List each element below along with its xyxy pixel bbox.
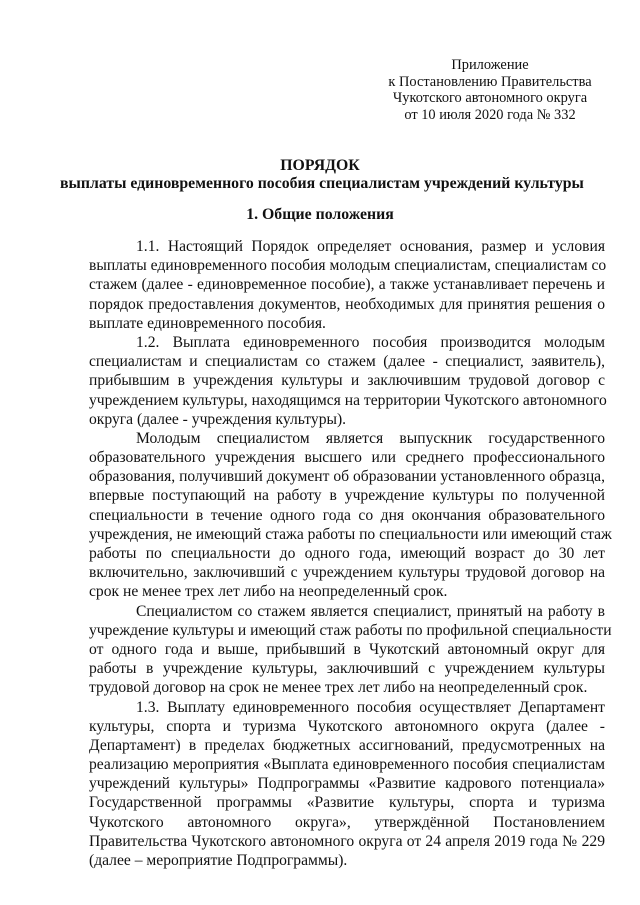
text-line: образовательного учреждения высшего или среднего профессионального bbox=[89, 449, 605, 467]
text-line: Чукотского автономного округа», утверждённой Постановлением bbox=[89, 813, 605, 831]
text-line: 1.2. Выплата единовременного пособия производится молодым bbox=[136, 333, 605, 351]
text-line: Правительства Чукотского автономного округа от 24 апреля 2019 года № 229 bbox=[89, 832, 605, 850]
appendix-reference: к Постановлению Правительства bbox=[388, 73, 592, 90]
text-line: работы в учреждение культуры, заключивший с учреждением культуры bbox=[89, 660, 605, 678]
text-line: работы по специальности до одного года, имеющий возраст до 30 лет bbox=[89, 545, 605, 562]
text-line: 1.3. Выплату единовременного пособия осуществляет Департамент bbox=[136, 698, 605, 716]
title-subheading: выплаты единовременного пособия специалистам учреждений культуры bbox=[60, 175, 584, 192]
text-line: (далее – мероприятие Подпрограммы). bbox=[89, 852, 348, 869]
text-line: стажем (далее - единовременное пособие), а также устанавливает перечень и bbox=[89, 276, 605, 294]
text-line: Специалистом со стажем является специалист, принятый на работу в bbox=[136, 602, 605, 620]
text-line: включительно, заключивший с учреждением культуры трудовой договор на bbox=[89, 564, 605, 582]
section-heading: 1. Общие положения bbox=[246, 206, 394, 223]
document-title bbox=[60, 157, 584, 193]
text-line: трудовой договор на срок не менее трех лет либо на неопределенный срок. bbox=[89, 679, 588, 697]
document-body bbox=[89, 237, 612, 870]
appendix-label: Приложение bbox=[451, 57, 529, 73]
text-line: порядок предоставления документов, необходимых для принятия решения о bbox=[89, 295, 605, 313]
text-line: образования, получивший документ об образовании установленного образца, bbox=[89, 468, 605, 486]
text-line: срок не менее трех лет либо на неопределенный срок. bbox=[89, 583, 448, 601]
text-line: от одного года и выше, прибывший в Чукотский автономный округ для bbox=[89, 640, 605, 658]
text-line: специалистам и специалистам со стажем (далее - специалист, заявитель), bbox=[89, 353, 605, 371]
appendix-block bbox=[380, 57, 600, 123]
appendix-date-number: от 10 июля 2020 года № 332 bbox=[404, 106, 576, 123]
text-line: учреждений культуры» Подпрограммы «Развитие кадрового потенциала» bbox=[89, 775, 605, 793]
text-line: Государственной программы «Развитие культуры, спорта и туризма bbox=[89, 794, 605, 812]
text-line: учреждение культуры и имеющий стаж работы по профильной специальности bbox=[89, 621, 612, 639]
text-line: учреждения, не имеющий стажа работы по специальности или имеющий стаж bbox=[89, 525, 612, 543]
text-line: округа (далее - учреждения культуры). bbox=[89, 410, 347, 428]
text-line: впервые поступающий на работу в учреждение культуры по полученной bbox=[89, 487, 605, 505]
text-line: выплаты единовременного пособия молодым специалистам, специалистам со bbox=[89, 257, 607, 275]
text-line: выплате единовременного пособия. bbox=[89, 314, 326, 332]
text-line: Молодым специалистом является выпускник государственного bbox=[136, 429, 605, 447]
text-line: специальности в течение одного года со дня окончания образовательного bbox=[89, 506, 605, 524]
text-line: прибывшим в учреждения культуры и заключившим трудовой договор с bbox=[89, 372, 605, 390]
text-line: культуры, спорта и туризма Чукотского автономного округа (далее - bbox=[89, 717, 605, 735]
title-heading: ПОРЯДОК bbox=[280, 157, 360, 174]
appendix-region: Чукотского автономного округа bbox=[392, 90, 588, 107]
text-line: реализацию мероприятия «Выплата единовременного пособия специалистам bbox=[89, 756, 605, 774]
text-line: учреждением культуры, находящимся на территории Чукотского автономного bbox=[89, 391, 607, 409]
text-line: Департамент) в пределах бюджетных ассигнований, предусмотренных на bbox=[89, 736, 605, 754]
text-line: 1.1. Настоящий Порядок определяет основания, размер и условия bbox=[136, 238, 605, 255]
